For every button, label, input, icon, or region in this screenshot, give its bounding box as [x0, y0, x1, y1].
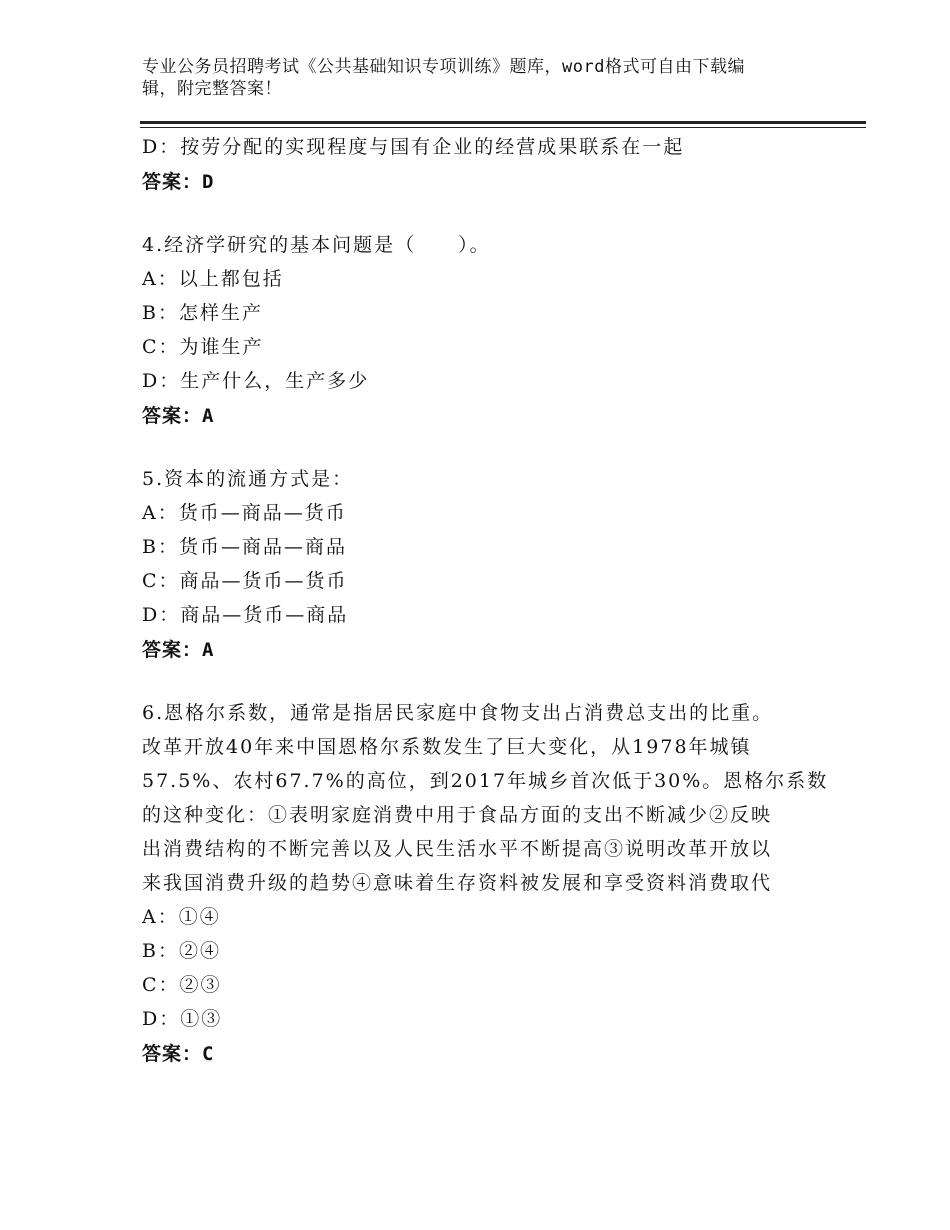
option-d: D：商品—货币—商品 — [142, 604, 349, 626]
option-a: A：货币—商品—货币 — [142, 502, 347, 524]
option-c: C：商品—货币—货币 — [142, 570, 348, 592]
option-a: A：①④ — [142, 906, 221, 928]
answer-line: 答案：D — [142, 171, 215, 193]
answer-line: 答案：A — [142, 405, 215, 427]
option-a: A：以上都包括 — [142, 268, 284, 290]
header-rule-thick — [140, 121, 866, 124]
document-header — [142, 56, 792, 100]
option-b: B：怎样生产 — [142, 302, 263, 324]
option-d: D：①③ — [142, 1008, 223, 1030]
question-stem-line: 57.5%、农村67.7%的高位，到2017年城乡首次低于30%。恩格尔系数 — [142, 770, 829, 792]
question-6 — [142, 696, 829, 1072]
option-c: C：②③ — [142, 974, 222, 996]
question-stem: 4.经济学研究的基本问题是（ ）。 — [142, 234, 491, 256]
header-rule-thin — [140, 127, 866, 128]
answer-line: 答案：C — [142, 1043, 215, 1065]
question-stem-line: 的这种变化：①表明家庭消费中用于食品方面的支出不断减少②反映 — [142, 804, 773, 826]
question-stem-line: 来我国消费升级的趋势④意味着生存资料被发展和享受资料消费取代 — [142, 872, 773, 894]
question-5 — [142, 462, 822, 668]
option-c: C：为谁生产 — [142, 336, 264, 358]
previous-question-tail — [142, 130, 822, 200]
question-stem-line: 出消费结构的不断完善以及人民生活水平不断提高③说明改革开放以 — [142, 838, 773, 860]
answer-line: 答案：A — [142, 639, 215, 661]
option-b: B：②④ — [142, 940, 221, 962]
option-b: B：货币—商品—商品 — [142, 536, 347, 558]
option-d: D：按劳分配的实现程度与国有企业的经营成果联系在一起 — [142, 136, 685, 158]
question-4 — [142, 228, 822, 434]
header-line-1: 专业公务员招聘考试《公共基础知识专项训练》题库，word格式可自由下载编 — [142, 57, 745, 77]
question-stem-line: 改革开放40年来中国恩格尔系数发生了巨大变化，从1978年城镇 — [142, 736, 752, 758]
option-d: D：生产什么，生产多少 — [142, 370, 370, 392]
header-line-2: 辑，附完整答案！ — [142, 79, 282, 99]
question-stem: 5.资本的流通方式是： — [142, 468, 354, 490]
question-stem-line: 6.恩格尔系数，通常是指居民家庭中食物支出占消费总支出的比重。 — [142, 702, 774, 724]
question-content — [142, 130, 829, 1072]
